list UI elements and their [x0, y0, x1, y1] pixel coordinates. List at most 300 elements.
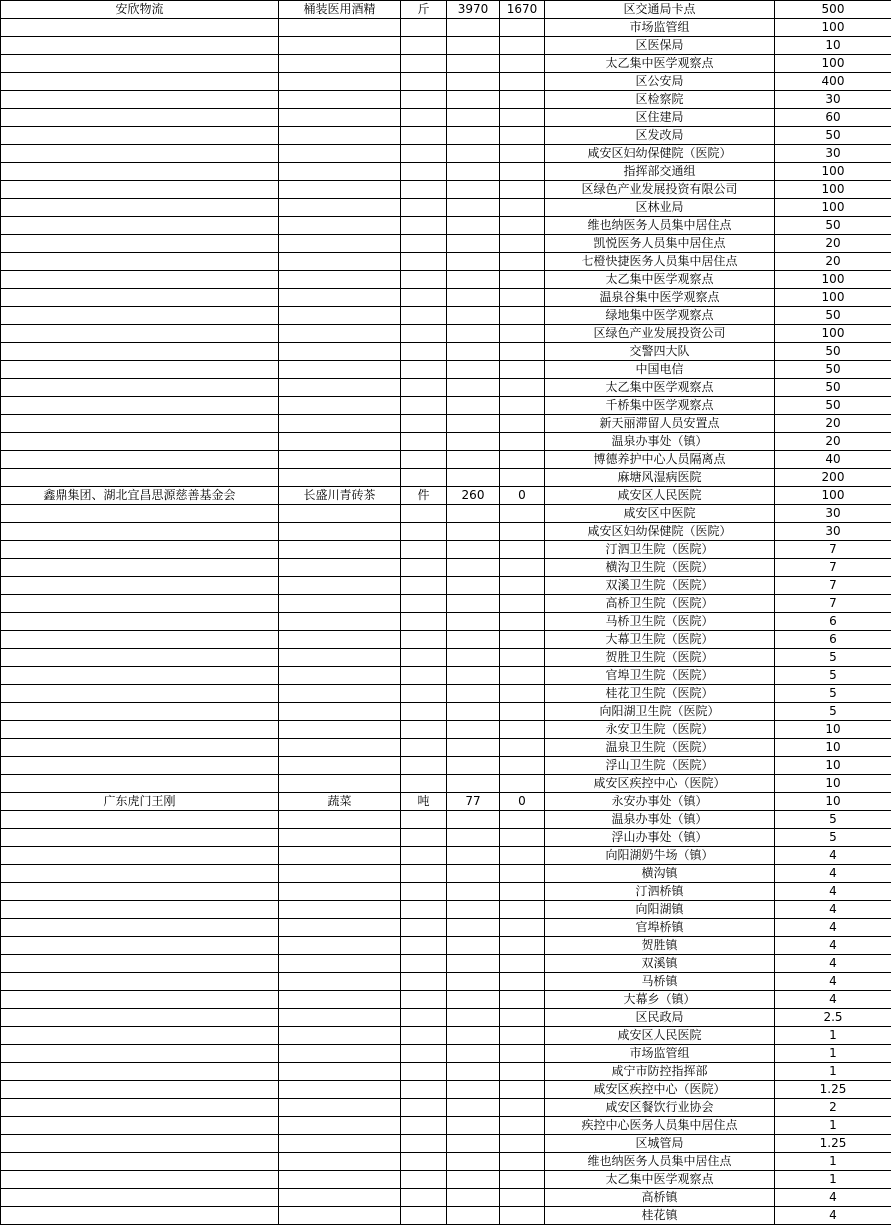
unit-cell: [401, 739, 447, 757]
recipient-cell: 咸安区疾控中心（医院）: [545, 1081, 775, 1099]
total-quantity-cell: [447, 37, 500, 55]
remaining-quantity-cell: [500, 19, 545, 37]
remaining-quantity-cell: [500, 595, 545, 613]
total-quantity-cell: [447, 469, 500, 487]
table-row: [1, 775, 891, 793]
item-cell: [279, 1009, 401, 1027]
remaining-quantity-cell: [500, 829, 545, 847]
total-quantity-cell: [447, 415, 500, 433]
allocated-quantity-cell: 100: [775, 487, 891, 505]
recipient-cell: 向阳湖奶牛场（镇）: [545, 847, 775, 865]
table-row: [1, 811, 891, 829]
item-cell: [279, 505, 401, 523]
unit-cell: [401, 145, 447, 163]
donor-cell: [1, 1135, 279, 1153]
table-row: [1, 253, 891, 271]
table-row: [1, 595, 891, 613]
allocated-quantity-cell: 7: [775, 595, 891, 613]
remaining-quantity-cell: [500, 505, 545, 523]
unit-cell: [401, 73, 447, 91]
recipient-cell: 汀泗卫生院（医院）: [545, 541, 775, 559]
recipient-cell: 太乙集中医学观察点: [545, 271, 775, 289]
table-row: [1, 307, 891, 325]
total-quantity-cell: [447, 739, 500, 757]
total-quantity-cell: [447, 847, 500, 865]
unit-cell: [401, 757, 447, 775]
recipient-cell: 区绿色产业发展投资有限公司: [545, 181, 775, 199]
donor-cell: [1, 631, 279, 649]
item-cell: [279, 217, 401, 235]
remaining-quantity-cell: [500, 973, 545, 991]
table-row: [1, 937, 891, 955]
donor-cell: [1, 1171, 279, 1189]
item-cell: [279, 1099, 401, 1117]
allocated-quantity-cell: 1: [775, 1045, 891, 1063]
table-row: [1, 1153, 891, 1171]
donor-cell: [1, 199, 279, 217]
unit-cell: [401, 1207, 447, 1225]
donor-cell: [1, 181, 279, 199]
recipient-cell: 官埠桥镇: [545, 919, 775, 937]
table-row: [1, 901, 891, 919]
recipient-cell: 太乙集中医学观察点: [545, 1171, 775, 1189]
donor-cell: [1, 991, 279, 1009]
recipient-cell: 高桥镇: [545, 1189, 775, 1207]
item-cell: [279, 1063, 401, 1081]
unit-cell: [401, 505, 447, 523]
remaining-quantity-cell: [500, 775, 545, 793]
total-quantity-cell: [447, 163, 500, 181]
remaining-quantity-cell: [500, 253, 545, 271]
item-cell: [279, 739, 401, 757]
item-cell: [279, 91, 401, 109]
total-quantity-cell: [447, 973, 500, 991]
table-row: [1, 649, 891, 667]
recipient-cell: 千桥集中医学观察点: [545, 397, 775, 415]
allocated-quantity-cell: 100: [775, 55, 891, 73]
allocated-quantity-cell: 1: [775, 1171, 891, 1189]
item-cell: [279, 307, 401, 325]
unit-cell: [401, 91, 447, 109]
unit-cell: [401, 955, 447, 973]
item-cell: [279, 685, 401, 703]
table-row: [1, 199, 891, 217]
remaining-quantity-cell: [500, 289, 545, 307]
recipient-cell: 永安卫生院（医院）: [545, 721, 775, 739]
unit-cell: [401, 361, 447, 379]
recipient-cell: 交警四大队: [545, 343, 775, 361]
table-row: [1, 505, 891, 523]
table-row: [1, 703, 891, 721]
remaining-quantity-cell: [500, 577, 545, 595]
unit-cell: [401, 1171, 447, 1189]
recipient-cell: 区发改局: [545, 127, 775, 145]
unit-cell: [401, 1009, 447, 1027]
table-row: [1, 343, 891, 361]
remaining-quantity-cell: [500, 91, 545, 109]
unit-cell: [401, 865, 447, 883]
remaining-quantity-cell: [500, 1117, 545, 1135]
remaining-quantity-cell: [500, 415, 545, 433]
unit-cell: [401, 379, 447, 397]
donor-cell: [1, 235, 279, 253]
total-quantity-cell: [447, 559, 500, 577]
table-row: [1, 1027, 891, 1045]
table-row: [1, 541, 891, 559]
total-quantity-cell: [447, 523, 500, 541]
unit-cell: [401, 1153, 447, 1171]
allocated-quantity-cell: 4: [775, 1189, 891, 1207]
donor-cell: [1, 19, 279, 37]
allocated-quantity-cell: 10: [775, 37, 891, 55]
table-body: [1, 1, 891, 1225]
table-row: [1, 397, 891, 415]
total-quantity-cell: [447, 1045, 500, 1063]
total-quantity-cell: [447, 577, 500, 595]
allocated-quantity-cell: 100: [775, 289, 891, 307]
total-quantity-cell: [447, 1171, 500, 1189]
recipient-cell: 维也纳医务人员集中居住点: [545, 217, 775, 235]
recipient-cell: 桂花镇: [545, 1207, 775, 1225]
donor-cell: [1, 469, 279, 487]
allocated-quantity-cell: 100: [775, 271, 891, 289]
remaining-quantity-cell: [500, 667, 545, 685]
remaining-quantity-cell: [500, 523, 545, 541]
recipient-cell: 大幕卫生院（医院）: [545, 631, 775, 649]
item-cell: [279, 1207, 401, 1225]
allocated-quantity-cell: 100: [775, 199, 891, 217]
table-row: [1, 613, 891, 631]
donor-cell: 广东虎门王刚: [1, 793, 279, 811]
recipient-cell: 市场监管组: [545, 19, 775, 37]
donor-cell: [1, 595, 279, 613]
recipient-cell: 区住建局: [545, 109, 775, 127]
remaining-quantity-cell: [500, 181, 545, 199]
remaining-quantity-cell: [500, 1063, 545, 1081]
recipient-cell: 温泉卫生院（医院）: [545, 739, 775, 757]
allocated-quantity-cell: 50: [775, 343, 891, 361]
donor-cell: [1, 901, 279, 919]
donor-cell: [1, 757, 279, 775]
table-row: [1, 523, 891, 541]
table-row: [1, 415, 891, 433]
allocated-quantity-cell: 4: [775, 973, 891, 991]
recipient-cell: 新天丽滞留人员安置点: [545, 415, 775, 433]
recipient-cell: 马桥卫生院（医院）: [545, 613, 775, 631]
unit-cell: [401, 415, 447, 433]
recipient-cell: 咸安区餐饮行业协会: [545, 1099, 775, 1117]
remaining-quantity-cell: [500, 1099, 545, 1117]
allocated-quantity-cell: 6: [775, 613, 891, 631]
item-cell: [279, 19, 401, 37]
allocated-quantity-cell: 7: [775, 541, 891, 559]
unit-cell: [401, 343, 447, 361]
total-quantity-cell: [447, 829, 500, 847]
remaining-quantity-cell: [500, 721, 545, 739]
remaining-quantity-cell: [500, 685, 545, 703]
recipient-cell: 向阳湖卫生院（医院）: [545, 703, 775, 721]
recipient-cell: 温泉谷集中医学观察点: [545, 289, 775, 307]
item-cell: [279, 955, 401, 973]
donor-cell: [1, 433, 279, 451]
allocated-quantity-cell: 10: [775, 721, 891, 739]
total-quantity-cell: [447, 1117, 500, 1135]
allocated-quantity-cell: 5: [775, 685, 891, 703]
donor-cell: [1, 685, 279, 703]
recipient-cell: 高桥卫生院（医院）: [545, 595, 775, 613]
remaining-quantity-cell: [500, 235, 545, 253]
unit-cell: [401, 1117, 447, 1135]
allocated-quantity-cell: 50: [775, 361, 891, 379]
allocated-quantity-cell: 100: [775, 163, 891, 181]
unit-cell: [401, 217, 447, 235]
total-quantity-cell: [447, 289, 500, 307]
table-row: [1, 757, 891, 775]
donor-cell: [1, 847, 279, 865]
recipient-cell: 浮山卫生院（医院）: [545, 757, 775, 775]
allocated-quantity-cell: 4: [775, 991, 891, 1009]
total-quantity-cell: [447, 865, 500, 883]
total-quantity-cell: [447, 919, 500, 937]
unit-cell: [401, 667, 447, 685]
recipient-cell: 太乙集中医学观察点: [545, 379, 775, 397]
allocated-quantity-cell: 1: [775, 1117, 891, 1135]
recipient-cell: 指挥部交通组: [545, 163, 775, 181]
remaining-quantity-cell: 0: [500, 793, 545, 811]
allocated-quantity-cell: 2: [775, 1099, 891, 1117]
remaining-quantity-cell: [500, 397, 545, 415]
unit-cell: [401, 181, 447, 199]
table-row: [1, 181, 891, 199]
total-quantity-cell: [447, 73, 500, 91]
donor-cell: [1, 739, 279, 757]
item-cell: [279, 703, 401, 721]
allocated-quantity-cell: 7: [775, 577, 891, 595]
item-cell: [279, 343, 401, 361]
allocated-quantity-cell: 50: [775, 379, 891, 397]
unit-cell: [401, 721, 447, 739]
allocated-quantity-cell: 4: [775, 883, 891, 901]
remaining-quantity-cell: [500, 1027, 545, 1045]
allocated-quantity-cell: 1: [775, 1027, 891, 1045]
donor-cell: [1, 1027, 279, 1045]
donor-cell: [1, 343, 279, 361]
table-row: [1, 1009, 891, 1027]
item-cell: [279, 595, 401, 613]
item-cell: [279, 847, 401, 865]
remaining-quantity-cell: [500, 433, 545, 451]
allocated-quantity-cell: 6: [775, 631, 891, 649]
total-quantity-cell: [447, 271, 500, 289]
unit-cell: 斤: [401, 1, 447, 19]
unit-cell: [401, 163, 447, 181]
recipient-cell: 咸安区人民医院: [545, 487, 775, 505]
total-quantity-cell: 260: [447, 487, 500, 505]
total-quantity-cell: [447, 541, 500, 559]
table-row: [1, 1135, 891, 1153]
allocated-quantity-cell: 30: [775, 91, 891, 109]
table-row: [1, 991, 891, 1009]
donor-cell: [1, 955, 279, 973]
allocated-quantity-cell: 100: [775, 181, 891, 199]
table-row: [1, 325, 891, 343]
remaining-quantity-cell: [500, 739, 545, 757]
item-cell: [279, 109, 401, 127]
donor-cell: [1, 649, 279, 667]
donor-cell: [1, 883, 279, 901]
unit-cell: [401, 685, 447, 703]
unit-cell: [401, 847, 447, 865]
recipient-cell: 凯悦医务人员集中居住点: [545, 235, 775, 253]
total-quantity-cell: [447, 1027, 500, 1045]
item-cell: [279, 991, 401, 1009]
recipient-cell: 咸安区中医院: [545, 505, 775, 523]
table-row: [1, 1207, 891, 1225]
unit-cell: [401, 109, 447, 127]
remaining-quantity-cell: [500, 937, 545, 955]
donor-cell: [1, 91, 279, 109]
total-quantity-cell: [447, 433, 500, 451]
unit-cell: [401, 397, 447, 415]
item-cell: [279, 73, 401, 91]
recipient-cell: 博德养护中心人员隔离点: [545, 451, 775, 469]
unit-cell: [401, 901, 447, 919]
total-quantity-cell: [447, 901, 500, 919]
item-cell: [279, 451, 401, 469]
allocated-quantity-cell: 2.5: [775, 1009, 891, 1027]
allocated-quantity-cell: 200: [775, 469, 891, 487]
allocated-quantity-cell: 50: [775, 127, 891, 145]
table-row: [1, 559, 891, 577]
recipient-cell: 浮山办事处（镇）: [545, 829, 775, 847]
total-quantity-cell: [447, 235, 500, 253]
allocated-quantity-cell: 20: [775, 253, 891, 271]
total-quantity-cell: [447, 91, 500, 109]
unit-cell: [401, 199, 447, 217]
unit-cell: [401, 883, 447, 901]
table-row: [1, 469, 891, 487]
total-quantity-cell: [447, 649, 500, 667]
total-quantity-cell: [447, 199, 500, 217]
remaining-quantity-cell: [500, 109, 545, 127]
remaining-quantity-cell: [500, 1171, 545, 1189]
allocated-quantity-cell: 20: [775, 235, 891, 253]
recipient-cell: 麻塘风湿病医院: [545, 469, 775, 487]
donor-cell: 鑫鼎集团、湖北宜昌思源慈善基金会: [1, 487, 279, 505]
item-cell: [279, 1117, 401, 1135]
item-cell: [279, 541, 401, 559]
unit-cell: [401, 631, 447, 649]
recipient-cell: 区绿色产业发展投资公司: [545, 325, 775, 343]
donor-cell: [1, 775, 279, 793]
donor-cell: [1, 307, 279, 325]
donor-cell: [1, 1063, 279, 1081]
table-row: [1, 1099, 891, 1117]
table-row: [1, 55, 891, 73]
donor-cell: [1, 577, 279, 595]
item-cell: [279, 289, 401, 307]
remaining-quantity-cell: [500, 1135, 545, 1153]
donor-cell: [1, 163, 279, 181]
recipient-cell: 市场监管组: [545, 1045, 775, 1063]
donor-cell: [1, 397, 279, 415]
allocated-quantity-cell: 5: [775, 811, 891, 829]
total-quantity-cell: [447, 307, 500, 325]
donor-cell: 安欣物流: [1, 1, 279, 19]
total-quantity-cell: [447, 1189, 500, 1207]
total-quantity-cell: [447, 1081, 500, 1099]
item-cell: [279, 163, 401, 181]
table-row: [1, 451, 891, 469]
item-cell: [279, 181, 401, 199]
item-cell: [279, 415, 401, 433]
unit-cell: [401, 55, 447, 73]
item-cell: [279, 631, 401, 649]
total-quantity-cell: [447, 775, 500, 793]
remaining-quantity-cell: [500, 541, 545, 559]
donor-cell: [1, 1153, 279, 1171]
total-quantity-cell: [447, 631, 500, 649]
total-quantity-cell: [447, 1099, 500, 1117]
recipient-cell: 官埠卫生院（医院）: [545, 667, 775, 685]
table-row: [1, 793, 891, 811]
allocated-quantity-cell: 5: [775, 649, 891, 667]
item-cell: [279, 325, 401, 343]
item-cell: [279, 397, 401, 415]
donor-cell: [1, 1045, 279, 1063]
table-row: [1, 919, 891, 937]
remaining-quantity-cell: [500, 1189, 545, 1207]
unit-cell: [401, 1063, 447, 1081]
recipient-cell: 区公安局: [545, 73, 775, 91]
unit-cell: [401, 649, 447, 667]
recipient-cell: 区医保局: [545, 37, 775, 55]
donor-cell: [1, 523, 279, 541]
item-cell: [279, 361, 401, 379]
allocated-quantity-cell: 1: [775, 1063, 891, 1081]
allocated-quantity-cell: 1: [775, 1153, 891, 1171]
allocated-quantity-cell: 4: [775, 955, 891, 973]
remaining-quantity-cell: [500, 145, 545, 163]
recipient-cell: 疾控中心医务人员集中居住点: [545, 1117, 775, 1135]
unit-cell: [401, 1081, 447, 1099]
donor-cell: [1, 361, 279, 379]
remaining-quantity-cell: [500, 379, 545, 397]
allocated-quantity-cell: 4: [775, 937, 891, 955]
table-row: [1, 19, 891, 37]
donor-cell: [1, 505, 279, 523]
remaining-quantity-cell: [500, 1009, 545, 1027]
remaining-quantity-cell: [500, 865, 545, 883]
item-cell: [279, 937, 401, 955]
donor-cell: [1, 253, 279, 271]
table-row: [1, 433, 891, 451]
allocated-quantity-cell: 50: [775, 397, 891, 415]
unit-cell: [401, 703, 447, 721]
item-cell: [279, 1027, 401, 1045]
unit-cell: [401, 973, 447, 991]
remaining-quantity-cell: [500, 703, 545, 721]
item-cell: [279, 523, 401, 541]
remaining-quantity-cell: [500, 271, 545, 289]
recipient-cell: 太乙集中医学观察点: [545, 55, 775, 73]
unit-cell: [401, 811, 447, 829]
table-row: [1, 1117, 891, 1135]
allocated-quantity-cell: 400: [775, 73, 891, 91]
remaining-quantity-cell: [500, 199, 545, 217]
recipient-cell: 咸宁市防控指挥部: [545, 1063, 775, 1081]
donor-cell: [1, 919, 279, 937]
